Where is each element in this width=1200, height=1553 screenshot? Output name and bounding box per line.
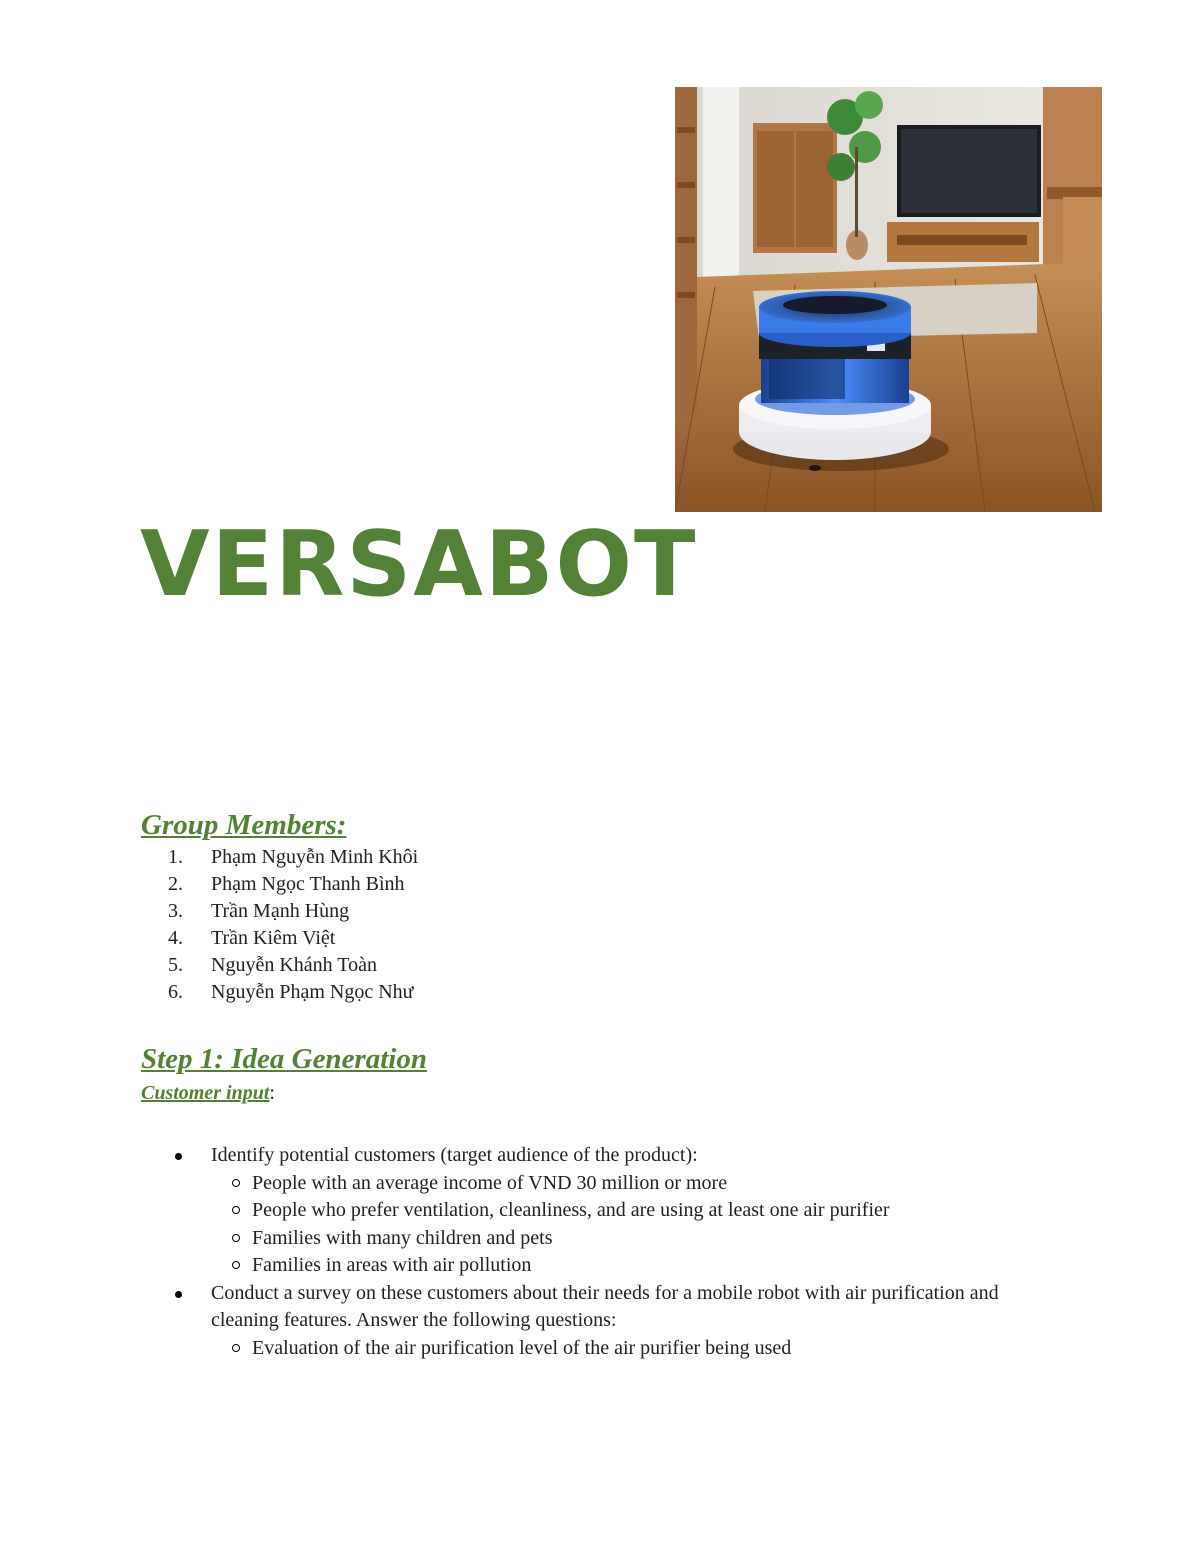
sub-bullet-text: People who prefer ventilation, cleanliness, and are using at least one air purifier [252,1199,890,1221]
sub-bullet-text: Evaluation of the air purification level of the air purifier being used [252,1336,792,1359]
sub-bullet-item [181,1170,1060,1198]
bullet-dot-icon [175,1291,182,1298]
document-title: VERSABOT [140,512,698,617]
bullet-text: Conduct a survey on these customers about their needs for a mobile robot with air purification and cleaning features. Answer the following questions: [211,1281,999,1331]
member-item [168,979,418,1006]
member-name: Nguyễn Phạm Ngọc Như [211,981,414,1003]
hollow-circle-bullet-icon [232,1206,240,1214]
bullet-item [170,1280,1060,1363]
sub-bullet-item [181,1335,1060,1363]
group-members-heading: Group Members: [141,809,347,841]
member-item [168,844,418,871]
hero-image [675,87,1102,512]
members-list [168,844,418,1006]
bullet-item [170,1142,1060,1280]
member-name: Trần Kiêm Việt [211,927,336,949]
sub-bullet-item [181,1252,1060,1280]
hollow-circle-bullet-icon [232,1344,240,1352]
sub-bullet-list [211,1170,1060,1280]
member-number: 1. [168,846,183,868]
sub-bullet-list [211,1335,1060,1363]
member-name: Phạm Nguyễn Minh Khôi [211,846,419,868]
member-name: Nguyễn Khánh Toàn [211,954,377,976]
sub-bullet-text: People with an average income of VND 30 million or more [252,1171,728,1194]
sub-bullet-text: Families in areas with air pollution [252,1254,532,1276]
hollow-circle-bullet-icon [232,1234,240,1242]
bullet-text: Identify potential customers (target audience of the product): [211,1144,698,1166]
sub-bullet-item [181,1225,1060,1253]
member-number: 3. [168,900,183,922]
member-item [168,925,418,952]
customer-input-colon: : [269,1082,275,1104]
robot-air-purifier-photo [675,87,1102,512]
member-number: 4. [168,927,183,949]
bullet-dot-icon [175,1153,182,1160]
member-item [168,871,418,898]
member-name: Trần Mạnh Hùng [211,900,350,922]
member-item [168,952,418,979]
sub-bullet-item [181,1197,1060,1225]
customer-input-label: Customer input [141,1082,270,1104]
member-name: Phạm Ngọc Thanh Bình [211,873,405,895]
hollow-circle-bullet-icon [232,1179,240,1187]
step1-heading: Step 1: Idea Generation [141,1043,427,1075]
hollow-circle-bullet-icon [232,1261,240,1269]
member-item [168,898,418,925]
sub-bullet-text: Families with many children and pets [252,1226,553,1249]
member-number: 5. [168,954,183,976]
customer-input-subheading [141,1081,275,1105]
step1-bullet-list [170,1142,1060,1362]
member-number: 2. [168,873,183,895]
member-number: 6. [168,981,183,1003]
